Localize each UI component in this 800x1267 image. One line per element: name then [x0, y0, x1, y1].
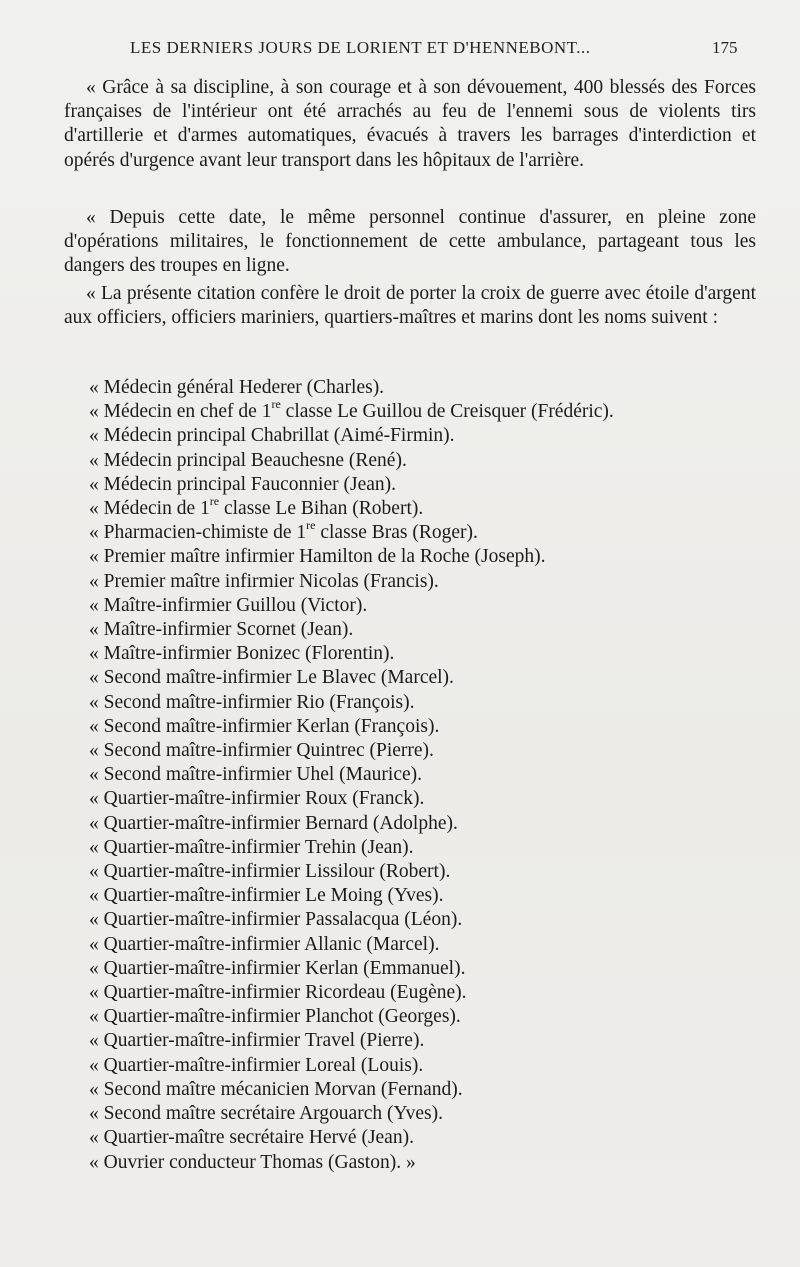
list-item: « Premier maître infirmier Nicolas (Francis).: [89, 570, 439, 592]
list-item: « Second maître-infirmier Kerlan (François).: [89, 715, 440, 737]
honoree-list: [89, 376, 614, 1175]
list-item: « Médecin de 1re classe Le Bihan (Robert).: [89, 493, 424, 520]
list-item: « Quartier-maître-infirmier Lissilour (Robert).: [89, 861, 451, 883]
list-item: « Quartier-maître-infirmier Planchot (Georges).: [89, 1006, 461, 1028]
list-item: « Second maître secrétaire Argouarch (Yves).: [89, 1103, 443, 1125]
list-item: « Premier maître infirmier Hamilton de la Roche (Joseph).: [89, 546, 546, 568]
list-item: « Maître-infirmier Guillou (Victor).: [89, 594, 368, 616]
list-item: « Second maître-infirmier Le Blavec (Marcel).: [89, 667, 454, 689]
paragraph-continuation: [64, 206, 756, 279]
list-item: « Médecin principal Chabrillat (Aimé-Firmin).: [89, 425, 455, 447]
list-item: « Quartier-maître-infirmier Passalacqua (Léon).: [89, 909, 463, 931]
list-item: « Médecin principal Beauchesne (René).: [89, 449, 407, 471]
paragraph-text: « Depuis cette date, le même personnel continue d'assurer, en pleine zone d'opérations militaires, le fonctionnement de cette ambulance, partageant tous les dangers des troupes en ligne.: [64, 207, 756, 277]
list-item: « Maître-infirmier Bonizec (Florentin).: [89, 643, 395, 665]
list-item: « Maître-infirmier Scornet (Jean).: [89, 619, 354, 641]
paragraph-text: « Grâce à sa discipline, à son courage et à son dévouement, 400 blessés des Forces françaises de l'intérieur ont été arrachés au feu de l'ennemi sous de violents tirs d'artillerie et d'armes automatiques, évacués à travers les barrages d'interdiction et opérés d'urgence avant leur transport dans les hôpitaux de l'arrière.: [64, 77, 756, 171]
list-item: « Quartier-maître-infirmier Travel (Pierre).: [89, 1030, 425, 1052]
list-item: « Quartier-maître-infirmier Roux (Franck).: [89, 788, 425, 810]
list-item: « Quartier-maître-infirmier Ricordeau (Eugène).: [89, 982, 467, 1004]
paragraph-citation: [64, 76, 756, 173]
list-item: « Second maître-infirmier Uhel (Maurice).: [89, 764, 422, 786]
list-item: « Médecin général Hederer (Charles).: [89, 377, 385, 398]
list-item: « Pharmacien-chimiste de 1re classe Bras (Roger).: [89, 517, 478, 544]
list-item: « Quartier-maître-infirmier Trehin (Jean).: [89, 836, 414, 858]
list-item: « Second maître-infirmier Rio (François).: [89, 691, 415, 713]
list-item: « Médecin principal Fauconnier (Jean).: [89, 473, 397, 495]
list-item: « Second maître mécanicien Morvan (Fernand).: [89, 1078, 463, 1100]
list-item: « Quartier-maître-infirmier Bernard (Adolphe).: [89, 812, 458, 834]
list-item: « Médecin en chef de 1re classe Le Guillou de Creisquer (Frédéric).: [89, 396, 614, 423]
list-item: « Quartier-maître-infirmier Loreal (Louis).: [89, 1054, 424, 1076]
list-item: « Second maître-infirmier Quintrec (Pierre).: [89, 740, 434, 762]
list-item: « Ouvrier conducteur Thomas (Gaston). »: [89, 1151, 416, 1173]
list-item: « Quartier-maître-infirmier Le Moing (Yves).: [89, 885, 444, 907]
list-item: « Quartier-maître secrétaire Hervé (Jean).: [89, 1127, 414, 1149]
list-item: « Quartier-maître-infirmier Kerlan (Emmanuel).: [89, 957, 466, 979]
list-item: « Quartier-maître-infirmier Allanic (Marcel).: [89, 933, 440, 955]
running-head: LES DERNIERS JOURS DE LORIENT ET D'HENNEBONT...: [130, 38, 591, 57]
paragraph-croix-de-guerre: [64, 282, 756, 330]
page-number: 175: [712, 38, 738, 57]
paragraph-text: « La présente citation confère le droit de porter la croix de guerre avec étoile d'argent aux officiers, officiers mariniers, quartiers-maîtres et marins dont les noms suivent :: [64, 283, 756, 329]
